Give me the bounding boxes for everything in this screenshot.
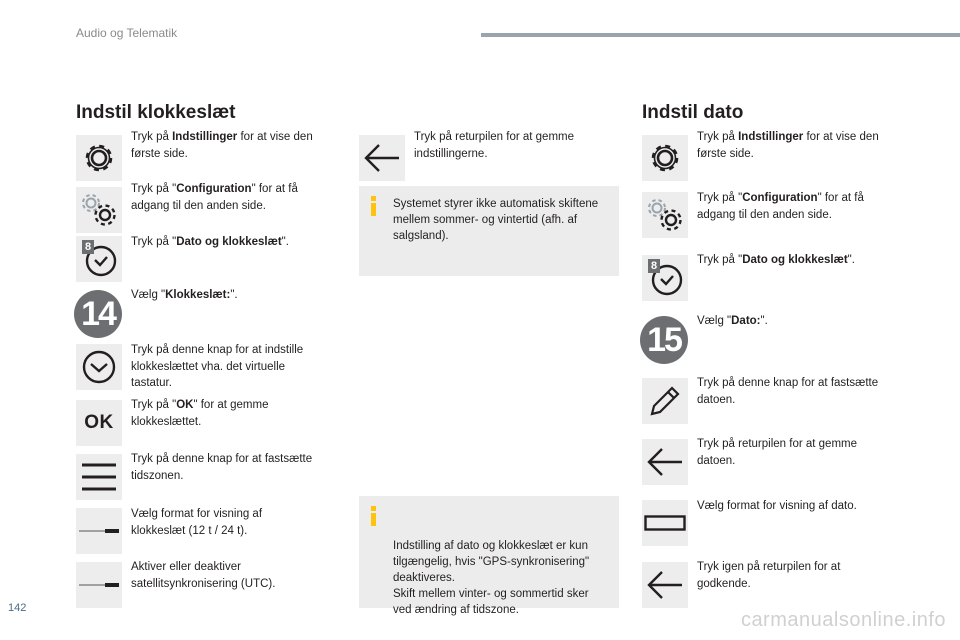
header-title: Audio og Telematik (76, 26, 178, 40)
date-step-4-text: Vælg "Dato:". (697, 315, 768, 327)
time-step-8-text: Vælg format for visning af klokkeslæt (12 t / 24 t). (131, 508, 263, 537)
rectangle-format-icon (642, 500, 688, 546)
date-step-6-text: Tryk på returpilen for at gemme datoen. (697, 438, 857, 467)
pencil-icon (642, 378, 688, 424)
clock-icon (642, 255, 688, 301)
note-dst-text: Systemet styrer ikke automatisk skiftene mellem sommer- og vintertid (afh. af salgsland). (393, 198, 599, 242)
clock-icon (76, 236, 122, 282)
configuration-gears-icon (642, 192, 688, 238)
note-box-gps (359, 496, 619, 616)
page-number: 142 (8, 602, 27, 614)
date-step-2-text: Tryk på "Configuration" for at få adgang til den anden side. (697, 192, 864, 221)
toggle-slider-icon (76, 508, 122, 554)
step-number-14: 14 (74, 290, 122, 338)
date-step-1-text: Tryk på Indstillinger for at vise den første side. (697, 131, 879, 160)
mid-back-step-text: Tryk på returpilen for at gemme indstillingerne. (414, 131, 574, 160)
badge-8: 8 (82, 240, 94, 254)
date-step-7-text: Vælg format for visning af dato. (697, 500, 857, 512)
back-arrow-icon (359, 135, 405, 181)
time-step-5-text: Tryk på denne knap for at indstille klokkeslættet vha. det virtuelle tastatur. (131, 344, 304, 389)
step-number-15: 15 (640, 316, 688, 364)
time-step-2-text: Tryk på "Configuration" for at få adgang til den anden side. (131, 183, 298, 212)
section-time-heading: Indstil klokkeslæt (76, 102, 236, 123)
settings-gear-icon (642, 135, 688, 181)
back-arrow-icon (642, 439, 688, 485)
checkmark-circle-icon (76, 344, 122, 390)
toggle-slider-icon (76, 562, 122, 608)
time-step-7-text: Tryk på denne knap for at fastsætte tidszonen. (131, 453, 313, 482)
configuration-gears-icon (76, 187, 122, 233)
time-step-4-text: Vælg "Klokkeslæt:". (131, 289, 238, 301)
time-step-9-text: Aktiver eller deaktiver satellitsynkronisering (UTC). (131, 561, 276, 590)
watermark: carmanualsonline.info (740, 609, 946, 631)
date-step-8-text: Tryk igen på returpilen for at godkende. (697, 561, 841, 590)
time-step-6-text: Tryk på "OK" for at gemme klokkeslættet. (131, 399, 269, 428)
ok-icon (76, 400, 122, 446)
menu-list-icon (76, 454, 122, 500)
section-date-heading: Indstil dato (642, 102, 744, 123)
note-box-dst (359, 186, 619, 276)
time-step-3-text: Tryk på "Dato og klokkeslæt". (131, 236, 289, 248)
header-bar (481, 33, 960, 37)
ok-label: OK (84, 412, 114, 433)
date-step-5-text: Tryk på denne knap for at fastsætte datoen. (697, 377, 879, 406)
back-arrow-icon (642, 562, 688, 608)
time-step-1-text: Tryk på Indstillinger for at vise den første side. (131, 131, 313, 160)
settings-gear-icon (76, 135, 122, 181)
badge-8: 8 (648, 259, 660, 273)
date-step-3-text: Tryk på "Dato og klokkeslæt". (697, 254, 855, 266)
note-gps-text: Indstilling af dato og klokkeslæt er kun tilgængelig, hvis "GPS-synkronisering" deaktiveres. Skift mellem vinter- og sommertid sker ved ændring af tidszone. (393, 540, 590, 616)
